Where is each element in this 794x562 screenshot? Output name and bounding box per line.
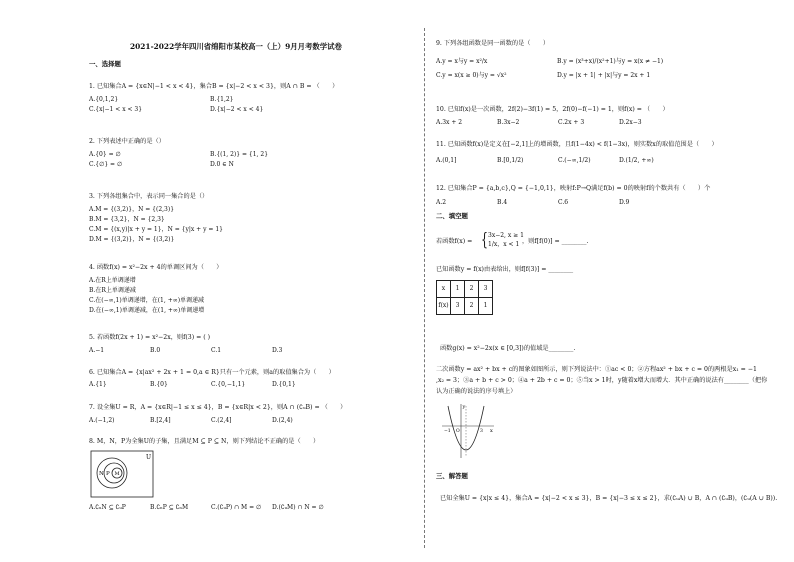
q1-option-a: A.{0,1,2}: [89, 96, 119, 103]
q11-option-d: D.(1/2, +∞): [619, 157, 654, 164]
f1-suffix: ，则f[f(0)] = ________.: [522, 238, 589, 245]
q1-stem: 1. 已知集合A = {x∈N|−1 < x < 4}，集合B = {x|−2 < x < 3}，则A ∩ B = （ ）: [89, 83, 339, 90]
q12-stem: 12. 已知集合P = {a,b,c},Q = {−1,0,1}，映射f:P→Q满足f(b) = 0的映射f的个数共有（ ）个: [436, 185, 711, 192]
q5-stem: 5. 若函数f(2x + 1) = x²−2x，则f(3) = ( ): [89, 334, 211, 341]
q4-option-b: B.在R上单调递减: [89, 287, 136, 294]
q9-option-c: C.y = x(x ≥ 0)与y = √x²: [436, 72, 507, 79]
q9-option-b: B.y = (x³+x)/(x²+1)与y = x(x ≠ −1): [557, 58, 664, 65]
q8-stem: 8. M，N，P为全集U的子集，且满足M ⊆ P ⊆ N，则下列结论不正确的是（ ）: [89, 438, 320, 445]
graph-label-x: x: [490, 428, 493, 434]
parabola-graph: [440, 402, 496, 460]
q4-option-a: A.在R上单调递增: [89, 277, 136, 284]
q5-option-c: C.1: [211, 347, 222, 354]
q9-option-d: D.y = |x + 1| + |x|与y = 2x + 1: [557, 72, 651, 79]
q4-option-c: C.在(−∞,1)单调递增，在(1, +∞)单调递减: [89, 297, 205, 304]
table-cell: 2: [465, 298, 479, 315]
q10-option-a: A.3x + 2: [436, 119, 463, 126]
table-cell: 1: [451, 281, 465, 298]
q10-option-b: B.3x−2: [497, 119, 520, 126]
q4-option-d: D.在(−∞,1)单调递减，在(1, +∞)单调递增: [89, 307, 205, 314]
q10-option-c: C.2x + 3: [558, 119, 585, 126]
f2-table: [436, 280, 493, 315]
graph-label-minus-one: −1: [444, 429, 451, 434]
q8-option-c: C.(∁ᵤP) ∩ M = ∅: [211, 504, 262, 511]
f4-line-1: 二次函数y = ax² + bx + c的图象如图所示，则下列说法中：①ac < 0；②方程ax² + bx + c = 0的两根是x₁ = −1: [436, 366, 757, 373]
section-choice-heading: 一、选择题: [89, 60, 121, 68]
q5-option-a: A.−1: [89, 347, 105, 354]
q12-option-b: B.4: [497, 199, 508, 206]
q7-option-b: B.[2,4]: [150, 417, 171, 424]
q8-option-b: B.∁ₙP ⊆ ∁ₙM: [150, 504, 189, 511]
s1-stem: 已知全集U = {x|x ≤ 4}，集合A = {x|−2 < x ≤ 3}，B = {x|−3 ≤ x ≤ 2}，求(∁ᵤA) ∪ B，A ∩ (∁ᵤB)，(∁ᵤ(A ∪ B)).: [440, 495, 778, 502]
venn-diagram: [90, 450, 154, 498]
paper-title: 2021-2022学年四川省绵阳市某校高一（上）9月月考数学试卷: [130, 42, 342, 51]
table-row: [437, 298, 493, 315]
q2-option-b: B.{(1, 2)} = {1, 2}: [210, 151, 269, 158]
q7-option-a: A.(−1,2): [89, 417, 115, 424]
q7-stem: 7. 设全集U = R，A = {x∈R|−1 ≤ x ≤ 4}，B = {x∈R|x < 2}，则A ∩ (∁ᵤB) = （ ）: [89, 404, 347, 411]
f4-line-2: ,x₂ = 3；③a + b + c > 0；④a + 2b + c = 0；⑤当x > 1时，y随着x增大而增大．其中正确的说法有________（把你: [436, 377, 768, 384]
venn-label-p: P: [106, 471, 110, 477]
q11-stem: 11. 已知函数f(x)是定义在[−2,1]上的增函数，且f(1−4x) < f(1−3x)，则实数x的取值范围是（ ）: [436, 141, 718, 148]
table-cell: 1: [479, 298, 493, 315]
q11-option-c: C.(−∞,1/2): [558, 157, 591, 164]
q11-option-b: B.[0,1/2): [497, 157, 524, 164]
q2-option-d: D.0 ∈ N: [210, 161, 234, 168]
f4-line-3: 认为正确的说法的序号填上）: [436, 388, 517, 395]
f1-case-1: 3x−2, x ≥ 1: [488, 232, 524, 239]
venn-label-n: N: [99, 471, 104, 477]
q2-option-a: A.{0} = ∅: [89, 151, 121, 158]
q5-option-b: B.0: [150, 347, 161, 354]
f1-brace: {: [481, 229, 488, 251]
f2-stem: 已知函数y = f(x)由表给出，则f[f(3)] = ________: [436, 266, 574, 273]
q10-stem: 10. 已知f(x)是一次函数，2f(2)−3f(1) = 5，2f(0)−f(−1) = 1，则f(x) = （ ）: [436, 106, 669, 113]
q10-option-d: D.2x−3: [619, 119, 642, 126]
q6-option-c: C.{0,−1,1}: [211, 381, 246, 388]
venn-label-u: U: [146, 454, 152, 461]
q3-option-b: B.M = {3,2}，N = {2,3}: [89, 216, 165, 223]
q9-option-a: A.y = x与y = x²/x: [436, 58, 488, 65]
q12-option-d: D.9: [619, 199, 630, 206]
table-cell: f(x): [437, 298, 451, 315]
graph-label-y: y: [462, 404, 466, 410]
f3-stem: 函数g(x) = x²−2x(x ∈ [0,3])的值域是________.: [440, 345, 576, 352]
table-cell: 2: [465, 281, 479, 298]
venn-label-m: M: [114, 471, 120, 477]
table-cell: 3: [479, 281, 493, 298]
q6-option-a: A.{1}: [89, 381, 107, 388]
q8-option-a: A.∁ᵤN ⊆ ∁ᵤP: [89, 504, 126, 511]
q7-option-c: C.(2,4]: [211, 417, 232, 424]
q1-option-d: D.{x|−2 < x < 4}: [210, 106, 264, 113]
q9-stem: 9. 下列各组函数是同一函数的是（ ）: [436, 40, 550, 47]
q1-option-b: B.{1,2}: [210, 96, 234, 103]
column-divider: [424, 28, 425, 548]
q3-option-a: A.M = {(3,2)}，N = {(2,3)}: [89, 206, 175, 213]
graph-label-three: 3: [480, 429, 483, 434]
section-answer-heading: 三、解答题: [436, 472, 468, 480]
table-row: [437, 281, 493, 298]
table-cell: x: [437, 281, 451, 298]
q2-option-c: C.{∅} = ∅: [89, 161, 123, 168]
f1-case-2: 1/x，x < 1: [488, 241, 520, 248]
q12-option-c: C.6: [558, 199, 569, 206]
q2-stem: 2. 下列表述中正确的是（）: [89, 138, 165, 145]
q1-option-c: C.{x|−1 < x < 3}: [89, 106, 143, 113]
q3-option-d: D.M = {(3,2)}，N = {(3,2)}: [89, 236, 175, 243]
q8-option-d: D.(∁ᵤM) ∩ N = ∅: [272, 504, 324, 511]
q6-option-b: B.{0}: [150, 381, 168, 388]
q7-option-d: D.(2,4): [272, 417, 293, 424]
table-cell: 3: [451, 298, 465, 315]
q3-option-c: C.M = {(x,y)|x + y = 1}，N = {y|x + y = 1}: [89, 226, 223, 233]
q6-stem: 6. 已知集合A = {x|ax² + 2x + 1 = 0,a ∈ R}只有一个元素，则a的取值集合为（ ）: [89, 369, 335, 376]
q4-stem: 4. 函数f(x) = x²−2x + 4的单调区间为（ ）: [89, 264, 223, 271]
q3-stem: 3. 下列各组集合中，表示同一集合的是（）: [89, 193, 209, 200]
q6-option-d: D.{0,1}: [272, 381, 296, 388]
q5-option-d: D.3: [272, 347, 283, 354]
q12-option-a: A.2: [436, 199, 447, 206]
q11-option-a: A.(0,1]: [436, 157, 457, 164]
graph-label-origin: O: [456, 429, 460, 434]
f1-prefix: 若函数f(x) =: [436, 238, 473, 245]
section-fill-heading: 二、填空题: [436, 212, 468, 220]
